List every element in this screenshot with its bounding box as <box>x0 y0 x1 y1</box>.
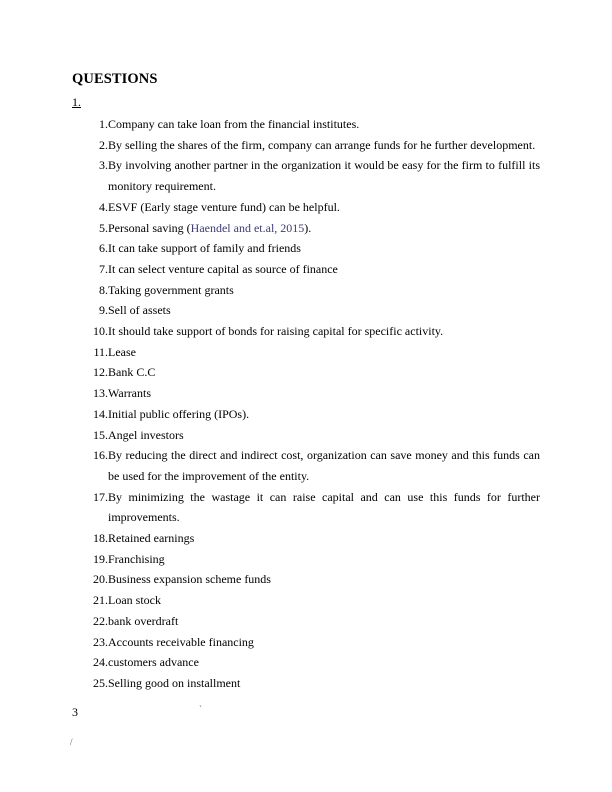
list-item <box>72 197 540 218</box>
footer-slash-mark: / <box>70 737 73 747</box>
list-item <box>72 342 540 363</box>
item-text: Loan stock <box>108 593 161 608</box>
list-item <box>72 528 540 549</box>
list-item <box>72 569 540 590</box>
item-number: 6. <box>99 241 108 256</box>
item-text: Retained earnings <box>108 531 195 546</box>
item-text: Sell of assets <box>108 303 171 318</box>
item-number: 25. <box>93 675 108 690</box>
list-item <box>72 383 540 404</box>
citation-link: Haendel and et.al, 2015 <box>190 220 305 235</box>
list-item <box>72 632 540 653</box>
item-number: 9. <box>99 303 108 318</box>
item-number: 5. <box>99 220 108 235</box>
item-number: 23. <box>93 634 108 649</box>
item-text: By involving another partner in the organization it would be easy for the firm to fulfill its monitory requirement. <box>108 158 540 194</box>
item-number: 10. <box>93 324 108 339</box>
list-item <box>72 549 540 570</box>
item-number: 14. <box>93 406 108 421</box>
item-text: Initial public offering (IPOs). <box>108 406 250 421</box>
item-text: By reducing the direct and indirect cost, organization can save money and this funds can be used for the improvement of the entity. <box>108 448 540 483</box>
list-item <box>72 135 540 156</box>
footer-tick-mark: ` <box>199 704 202 714</box>
item-text: It should take support of bonds for raising capital for specific activity. <box>108 324 444 339</box>
list-item <box>72 114 540 135</box>
item-text: ESVF (Early stage venture fund) can be helpful. <box>108 199 340 214</box>
section-number: 1. <box>72 95 81 109</box>
item-number: 2. <box>99 137 108 152</box>
list-item <box>72 673 540 694</box>
item-number: 3. <box>99 158 108 173</box>
list-item <box>72 487 540 528</box>
item-number: 22. <box>93 613 108 628</box>
item-text: Business expansion scheme funds <box>108 572 271 587</box>
item-text: It can take support of family and friends <box>108 241 301 256</box>
item-number: 7. <box>99 261 108 276</box>
item-text: Accounts receivable financing <box>108 634 254 649</box>
list-item <box>72 259 540 280</box>
list-item <box>72 300 540 321</box>
list-item <box>72 404 540 425</box>
item-text: Angel investors <box>108 427 184 442</box>
item-number: 12. <box>93 365 108 380</box>
item-number: 4. <box>99 199 108 214</box>
item-number: 15. <box>93 427 108 442</box>
list-item <box>72 238 540 259</box>
item-text: Taking government grants <box>108 282 234 297</box>
item-number: 13. <box>93 386 108 401</box>
item-text: Bank C.C <box>108 365 156 380</box>
item-text: Company can take loan from the financial institutes. <box>108 117 360 131</box>
item-text: Warrants <box>108 386 152 401</box>
list-item <box>72 425 540 446</box>
item-text: Lease <box>108 344 136 359</box>
page-heading: QUESTIONS <box>72 71 158 87</box>
item-text: Selling good on installment <box>108 675 241 690</box>
item-number: 20. <box>93 572 108 587</box>
item-text: By selling the shares of the firm, company can arrange funds for he further development. <box>108 137 536 152</box>
item-text-after: ). <box>304 220 312 235</box>
list-item <box>72 280 540 301</box>
page-number: 3 <box>72 705 78 719</box>
item-text: Franchising <box>108 551 165 566</box>
list-item <box>72 218 540 239</box>
item-text: customers advance <box>108 655 199 670</box>
item-text: It can select venture capital as source of finance <box>108 261 338 276</box>
list-item <box>72 155 540 196</box>
list-item <box>72 321 540 342</box>
list-item <box>72 362 540 383</box>
item-number: 17. <box>93 489 108 504</box>
list-item <box>72 652 540 673</box>
item-number: 1. <box>99 117 108 131</box>
item-number: 8. <box>99 282 108 297</box>
list-item <box>72 445 540 486</box>
answers-list <box>72 114 540 694</box>
item-text: bank overdraft <box>108 613 179 628</box>
item-number: 11. <box>93 344 108 359</box>
item-number: 18. <box>93 531 108 546</box>
item-text-before: Personal saving ( <box>108 220 191 235</box>
item-number: 19. <box>93 551 108 566</box>
list-item <box>72 611 540 632</box>
list-item <box>72 590 540 611</box>
item-number: 21. <box>93 593 108 608</box>
item-number: 24. <box>93 655 108 670</box>
item-number: 16. <box>93 448 108 463</box>
item-text: By minimizing the wastage it can raise capital and can use this funds for further improvements. <box>108 489 540 525</box>
